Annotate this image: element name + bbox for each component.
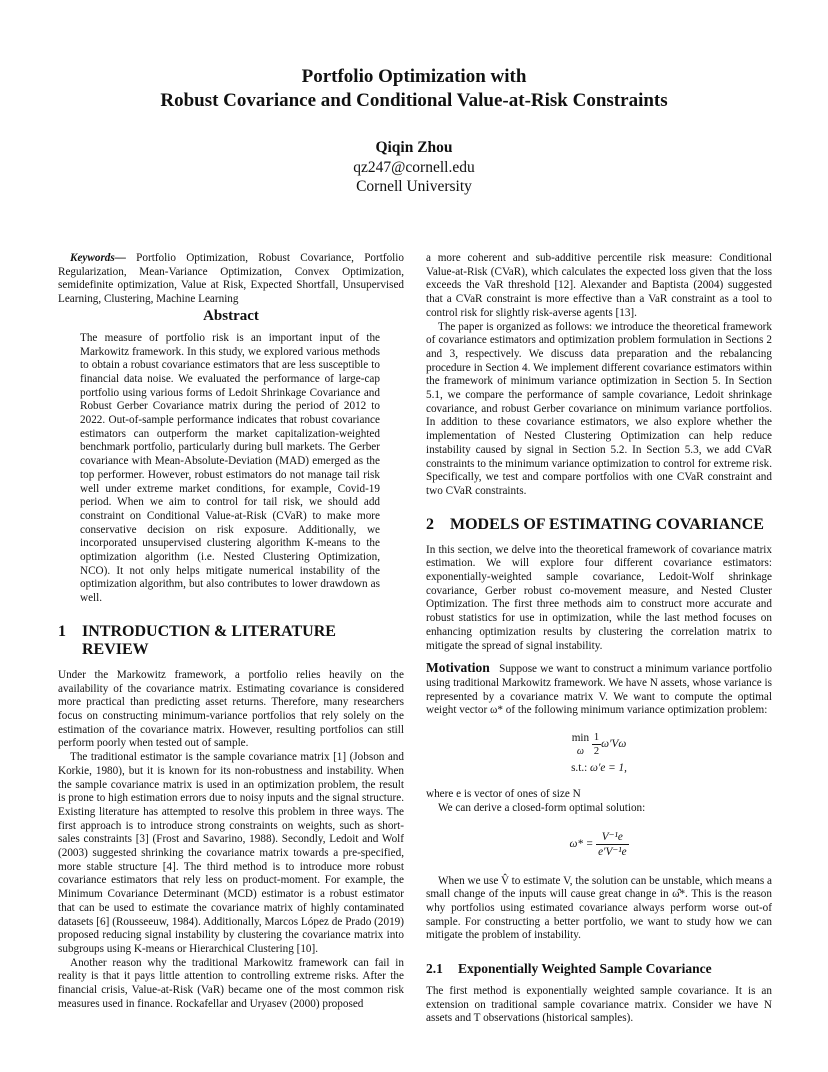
eq1-numerator: 1 bbox=[593, 732, 600, 744]
section-1-title-line-1: INTRODUCTION & LITERATURE bbox=[82, 622, 336, 640]
section-2-title: MODELS OF ESTIMATING COVARIANCE bbox=[450, 515, 764, 533]
subsection-2-1-text: The first method is exponentially weighted sample covariance. It is an extension on traditional sample covariance matrix. Consider we have N assets and T observations (historical samples). bbox=[426, 985, 772, 1025]
right-column bbox=[426, 252, 772, 1026]
eq1-half bbox=[592, 731, 601, 758]
author-name: Qiqin Zhou bbox=[375, 139, 453, 156]
motivation-text: Suppose we want to construct a minimum variance portfolio using traditional Markowitz framework. We have N assets, whose variance is represented by a covariance matrix V. We want to compute the optimal weight vector ω* of the following minimum variance optimization problem: bbox=[426, 663, 772, 717]
section-1-paragraph-3: Another reason why the traditional Markowitz framework can fail in reality is that it pays little attention to controlling extreme risks. After the financial crisis, Value-at-Risk (VaR) became one of the most common risk measures used in finance. Rockafellar and Uryasev (2000) proposed bbox=[58, 956, 404, 1010]
section-1-paragraph-1: Under the Markowitz framework, a portfolio relies heavily on the availability of the covariance matrix. Estimating covariance is considered more practical than predicting asset returns. Therefore, many researchers focus on constructing minimum-variance portfolios that rely solely on the estimation of the covariance matrix. However, resulting portfolios can still perform poorly when tested out of sample. bbox=[58, 668, 404, 750]
instability-paragraph: When we use V̂ to estimate V, the solution can be unstable, which means a small change of the inputs will cause great change in ω̂*. This is the reason why portfolios using estimated covariance always perform worse out-of sample. For constructing a better portfolio, we want to study how we can mitigate the problem of instability. bbox=[426, 874, 772, 942]
motivation-label: Motivation bbox=[426, 660, 490, 676]
eq1-denominator: 2 bbox=[593, 746, 600, 758]
section-2-number: 2 bbox=[426, 515, 434, 533]
eq1-min-subscript: ω bbox=[576, 745, 584, 757]
subsection-2-1-title: Exponentially Weighted Sample Covariance bbox=[458, 961, 712, 977]
keywords-label: Keywords— bbox=[70, 252, 126, 264]
eq1-objective: ω′Vω bbox=[601, 738, 627, 751]
abstract-heading: Abstract bbox=[203, 307, 259, 324]
eq2-fraction bbox=[596, 830, 628, 859]
paper-title-line-2: Robust Covariance and Conditional Value-at-Risk Constraints bbox=[160, 90, 668, 111]
section-2-paragraph-1: In this section, we delve into the theoretical framework of covariance matrix estimation. We will explore four different covariance estimators: exponentially-weighted sample covariance, Ledoit-Wolf shrinkage covariance, Gerber robust co-movement measure, and Nested Cluster Optimization. The first three methods aim to construct more accurate and robust statistics for use in optimization, while the last method focuses on enhancing optimization results by clustering the correlation matrix to mitigate the spread of signal instability. bbox=[426, 543, 772, 652]
equation-optimal-weight bbox=[426, 830, 772, 859]
eq1-min-operator: min bbox=[571, 731, 590, 744]
eq1-st-label: s.t.: bbox=[571, 762, 591, 775]
section-1-paragraph-2: The traditional estimator is the sample covariance matrix [1] (Jobson and Korkie, 1980), but it is known for its non-robustness and instability. When the sample covariance matrix is used in an optimization problem, the result is prone to high estimation errors due to noisy inputs and the signal structure. Existing literature has attempted to resolve this problem in three ways. The first approach is to introduce strong constraints on weights, such as short-sales constraints [3] (Frost and Savarino, 1988). Secondly, Ledoit and Wolf (2003) suggested shrinking the covariance matrix towards a pre-specified, more stable structure [4]. The third method is to introduce more robust covariance estimators that rely less on product-moment. For example, the Minimum Covariance Determinant (MCD) estimator is a robust estimator that can be used to estimate the covariance matrix of highly contaminated datasets [6] (Rousseeuw, 1984). Additionally, Marcos López de Prado (2019) proposed reducing signal instability by clustering the covariance matrix into subgroups using K-means or Hierarchical Clustering [10]. bbox=[58, 751, 404, 955]
derive-text: We can derive a closed-form optimal solution: bbox=[438, 801, 646, 814]
section-1-number: 1 bbox=[58, 622, 66, 640]
paper-title-line-1: Portfolio Optimization with bbox=[301, 66, 527, 87]
eq1-constraint: ω′e = 1, bbox=[590, 762, 627, 775]
where-text: where e is vector of ones of size N bbox=[426, 788, 581, 801]
section-1-paragraph-5: The paper is organized as follows: we introduce the theoretical framework of covariance estimators and optimization problem formulation in Sections 2 and 3, respectively. We discuss data preparation and the rebalancing procedure in Section 4. We implement different covariance estimators within the framework of minimum variance optimization in Section 5. In Section 5.1, we compare the performance of sample covariance, Ledoit shrinkage covariance, and robust Gerber covariance on minimum variance portfolios. In addition to these covariance estimators, we also explore whether the implementation of Nested Clustering Optimization can help reduce instability caused by signal in Section 5.2. In Section 5.3, we add CVaR constraints to the minimum variance optimization to control for extreme risk. Specifically, we test and compare portfolios with one CVaR constraint and two CVaR constraints. bbox=[426, 320, 772, 497]
section-1-title-line-2: REVIEW bbox=[82, 640, 149, 658]
keywords-text: Portfolio Optimization, Robust Covariance, Portfolio Regularization, Mean-Variance Optimization, Convex Optimization, semidefinite optimization, Value at Risk, Expected Shortfall, Unsupervised Learning, Clustering, Machine Learning bbox=[58, 252, 404, 306]
left-column bbox=[58, 252, 404, 1011]
equation-min-variance bbox=[426, 731, 772, 775]
keywords bbox=[58, 252, 404, 307]
subsection-2-1-number: 2.1 bbox=[426, 961, 443, 977]
section-2-heading bbox=[426, 516, 772, 534]
author-affiliation: Cornell University bbox=[356, 178, 472, 195]
motivation-paragraph bbox=[426, 661, 772, 718]
section-1-heading bbox=[58, 623, 404, 659]
subsection-2-1-heading bbox=[426, 961, 772, 977]
eq2-lhs: ω* = bbox=[569, 837, 594, 850]
eq2-numerator: V⁻¹e bbox=[596, 830, 628, 845]
author-email: qz247@cornell.edu bbox=[353, 159, 475, 176]
eq2-denominator: e′V⁻¹e bbox=[598, 845, 627, 858]
section-1-paragraph-4: a more coherent and sub-additive percentile risk measure: Conditional Value-at-Risk (CVaR), which calculates the expected loss given that the loss exceeds the VaR threshold [12]. Alexander and Baptista (2004) suggested that a CVaR constraint is more effective than a VaR constraint as a tool to control risk for slightly risk-averse agents [13]. bbox=[426, 252, 772, 319]
abstract-text: The measure of portfolio risk is an important input of the Markowitz framework. In this study, we explored various methods to obtain a robust covariance estimators that are less susceptible to financial data noise. We evaluated the performance of large-cap portfolio using various forms of Ledoit Shrinkage Covariance and Robust Gerber Covariance matrix during the period of 2012 to 2022. Out-of-sample performance indicates that robust covariance estimators can outperform the market capitalization-weighted benchmark portfolio, particularly during bull markets. The Gerber covariance with Mean-Absolute-Deviation (MAD) emerged as the top performer. However, robust estimators do not manage tail risk well under extreme market conditions, for example, Covid-19 period. When we aim to control for tail risk, we should add constraint on Conditional Value-at-Risk (CVaR) to make more conservative decision on risk exposure. Additionally, we incorporated unsupervised clustering algorithm K-means to the optimization algorithm (i.e. Nested Clustering Optimization, NCO). It not only helps mitigate numerical instability of the optimization algorithm, but also contributes to lower drawdown as well. bbox=[80, 331, 380, 605]
